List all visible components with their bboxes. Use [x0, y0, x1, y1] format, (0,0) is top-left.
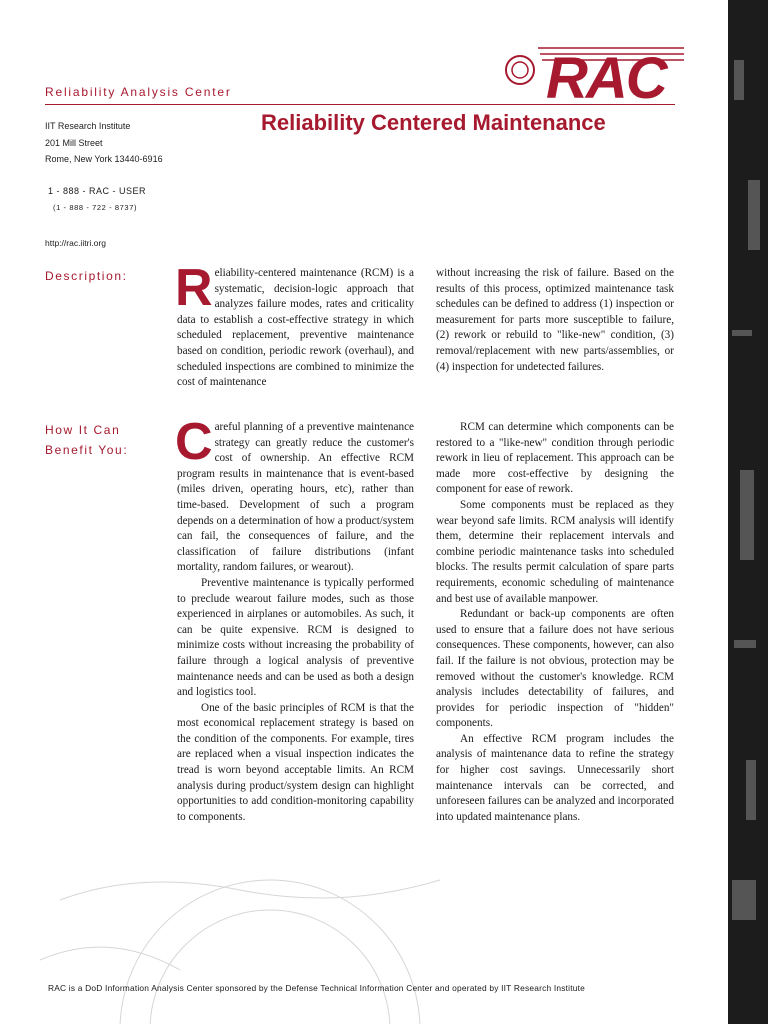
description-text-1: eliability-centered maintenance (RCM) is a systematic, decision-logic approach that analyzes failure modes, rates and criticality data to establish a cost-effective strategy in which scheduled replacement, preventive maintenance based on condition, periodic rework (overhaul), and scheduled inspections are combined to minimize the cost of maintenance: [177, 267, 414, 389]
description-column-2: [436, 266, 674, 375]
address-line-1: IIT Research Institute: [45, 121, 131, 131]
description-label: Description:: [45, 269, 128, 283]
benefit-paragraph-6: Redundant or back-up components are often used to ensure that a failure does not have serious consequences. These components, however, can also fail. If the failure is not obvious, protection may be removed without the customer's knowledge. RCM analysis includes detectability of failures, and provides for periodic inspection of "hidden" components.: [436, 608, 674, 730]
benefit-label-line-2: Benefit You:: [45, 443, 129, 457]
logo-text: RAC: [546, 46, 666, 104]
dod-seal-icon: [506, 56, 534, 84]
center-name: Reliability Analysis Center: [45, 85, 232, 99]
address-line-3: Rome, New York 13440-6916: [45, 154, 163, 164]
description-text-2: without increasing the risk of failure. Based on the results of this process, optimized maintenance task schedules can be defined to address (1) inspection or measurement for parts more susceptible to failure, (2) rework or rebuild to "like-new" condition, (3) removal/replacement with new parts/assemblies, or (4) inspection for undetected failures.: [436, 267, 674, 373]
benefit-paragraph-5: Some components must be replaced as they wear beyond safe limits. RCM analysis will identify them, determine their replacement intervals and combine periodic maintenance tasks into scheduled blocks. The results permit calculation of spare parts requirements, economic scheduling of maintenance and best use of available manpower.: [436, 498, 674, 605]
phone-number-numeric: (1 - 888 - 722 - 8737): [53, 203, 138, 212]
address-line-2: 201 Mill Street: [45, 138, 103, 148]
benefit-paragraph-4: RCM can determine which components can be restored to a "like-new" condition through periodic rework in lieu of replacement. This approach can be made more cost-effective by designing the component for ease of rework.: [436, 421, 674, 496]
benefit-label: [45, 420, 128, 460]
description-column-1: [175, 259, 414, 391]
page-title: Reliability Centered Maintenance: [261, 110, 606, 135]
benefit-paragraph-3: One of the basic principles of RCM is that the most economical replacement strategy is based on the condition of the components. For example, tires are replaced when a visual inspection indicates the tread is worn beyond acceptable limits. An RCM analysis during product/system design can highlight opportunities to add condition-monitoring capability to components.: [177, 701, 414, 823]
rac-logo: [502, 36, 684, 104]
benefit-column-2: [436, 420, 674, 825]
background-gear-graphic: [20, 860, 500, 1024]
footer-text: RAC is a DoD Information Analysis Center sponsored by the Defense Technical Information Center and operated by IIT Research Institute: [48, 983, 585, 993]
benefit-dropcap: C: [175, 413, 213, 471]
benefit-label-line-1: How It Can: [45, 423, 121, 437]
decorative-side-strip: [728, 0, 768, 1024]
benefit-paragraph-2: Preventive maintenance is typically performed to preclude wearout failure modes, such as those experienced in airplanes or automobiles. As such, it can be quite expensive. RCM is designed to minimize costs without increasing the probability of failure through a logical analysis of preventive maintenance needs and can be used as both a design and logistics tool.: [177, 576, 414, 699]
benefit-paragraph-1: areful planning of a preventive maintenance strategy can greatly reduce the customer's cost of ownership. An effective RCM program results in maintenance that is event-based (miles driven, operating hours, etc), rather than time-based. Development of such a program depends on a determination of how a product/system can fail, the consequences of failure, and the classification of failure distributions (infant mortality, random failures, or wearout).: [177, 421, 414, 574]
website-url[interactable]: http://rac.iitri.org: [45, 238, 106, 248]
description-dropcap: R: [175, 259, 213, 317]
benefit-paragraph-7: An effective RCM program includes the analysis of maintenance data to refine the strategy for higher cost savings. Unnecessarily short maintenance intervals can be corrected, and unforeseen failures can be analyzed and incorporated into updated maintenance plans.: [436, 732, 674, 823]
benefit-column-1: [175, 413, 414, 825]
header-rule: [45, 104, 675, 105]
phone-number: 1 - 888 - RAC - USER: [48, 186, 147, 196]
